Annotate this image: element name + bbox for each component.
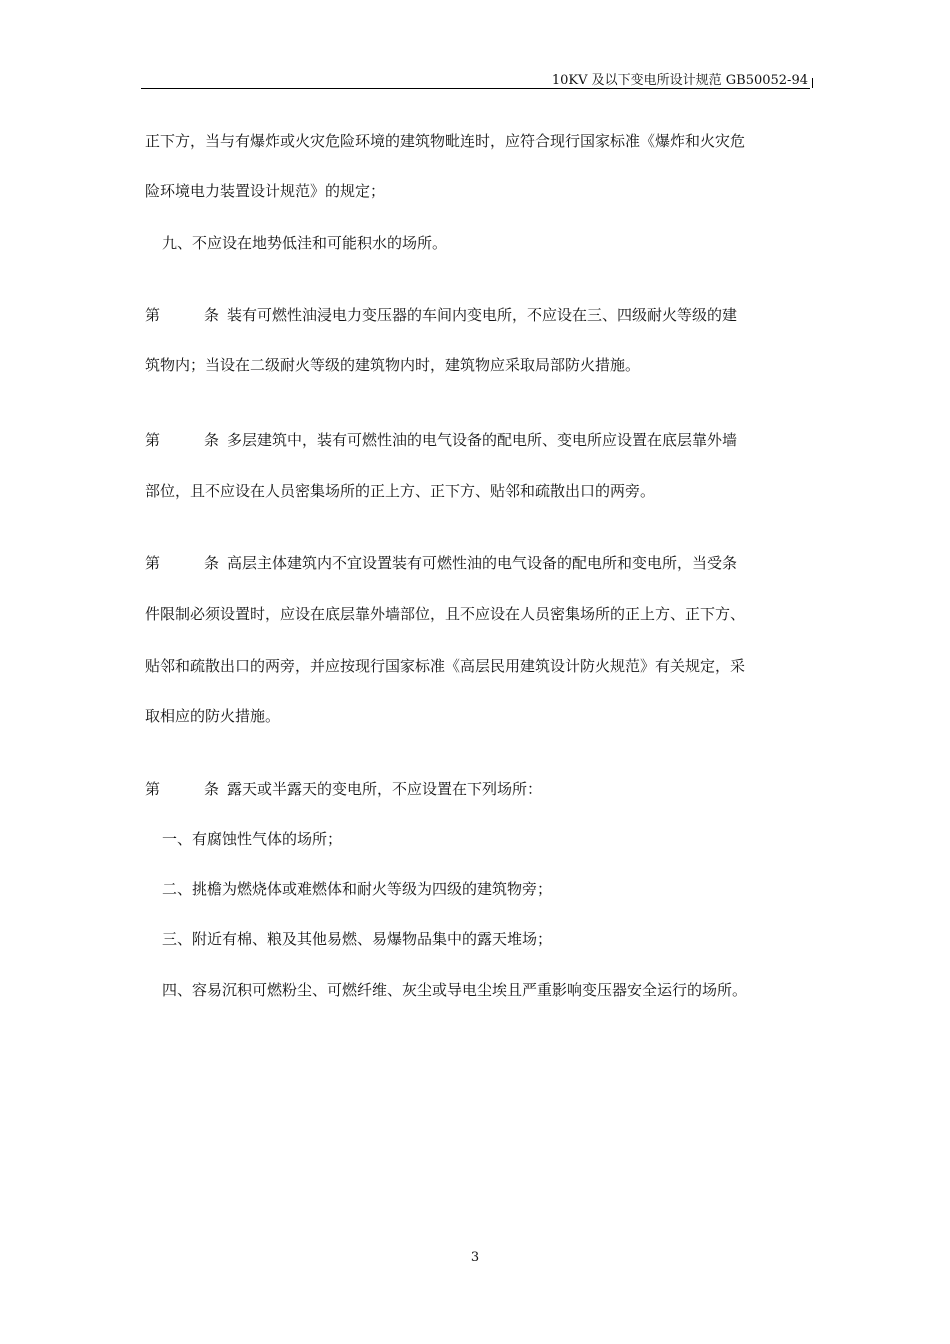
- header-rule-tick: [812, 78, 813, 88]
- text-line: 贴邻和疏散出口的两旁，并应按现行国家标准《高层民用建筑设计防火规范》有关规定，采: [145, 657, 746, 675]
- article-line: [145, 430, 737, 450]
- text-line: 部位，且不应设在人员密集场所的正上方、正下方、贴邻和疏散出口的两旁。: [145, 482, 656, 500]
- article-text: 多层建筑中，装有可燃性油的电气设备的配电所、变电所应设置在底层靠外墙: [227, 431, 738, 449]
- text-line: 筑物内；当设在二级耐火等级的建筑物内时，建筑物应采取局部防火措施。: [145, 356, 641, 374]
- page-number: 3: [470, 1250, 480, 1265]
- list-item: 三、附近有棉、粮及其他易燃、易爆物品集中的露天堆场；: [162, 930, 553, 948]
- text-line: 件限制必须设置时，应设在底层靠外墙部位，且不应设在人员密集场所的正上方、正下方、: [145, 605, 746, 623]
- article-text: 装有可燃性油浸电力变压器的车间内变电所，不应设在三、四级耐火等级的建: [227, 306, 738, 324]
- article-text: 高层主体建筑内不宜设置装有可燃性油的电气设备的配电所和变电所，当受条: [227, 554, 738, 572]
- header-title: 10KV 及以下变电所设计规范 GB50052-94: [551, 73, 808, 88]
- text-line: 正下方，当与有爆炸或火灾危险环境的建筑物毗连时，应符合现行国家标准《爆炸和火灾危: [145, 132, 746, 150]
- list-item: 一、有腐蚀性气体的场所；: [162, 830, 343, 848]
- article-label: 第 条: [145, 306, 220, 324]
- list-item: 四、容易沉积可燃粉尘、可燃纤维、灰尘或导电尘埃且严重影响变压器安全运行的场所。: [162, 981, 748, 999]
- text-line: 取相应的防火措施。: [145, 707, 281, 725]
- article-line: [145, 305, 737, 325]
- page-header: [141, 66, 810, 89]
- text-line: 险环境电力装置设计规范》的规定；: [145, 182, 386, 200]
- article-text: 露天或半露天的变电所，不应设置在下列场所：: [227, 780, 543, 798]
- article-label: 第 条: [145, 780, 220, 798]
- list-item: 九、不应设在地势低洼和可能积水的场所。: [162, 234, 448, 252]
- article-line: [145, 553, 737, 573]
- article-label: 第 条: [145, 554, 220, 572]
- article-label: 第 条: [145, 431, 220, 449]
- list-item: 二、挑檐为燃烧体或难燃体和耐火等级为四级的建筑物旁；: [162, 880, 553, 898]
- article-line: [145, 779, 542, 799]
